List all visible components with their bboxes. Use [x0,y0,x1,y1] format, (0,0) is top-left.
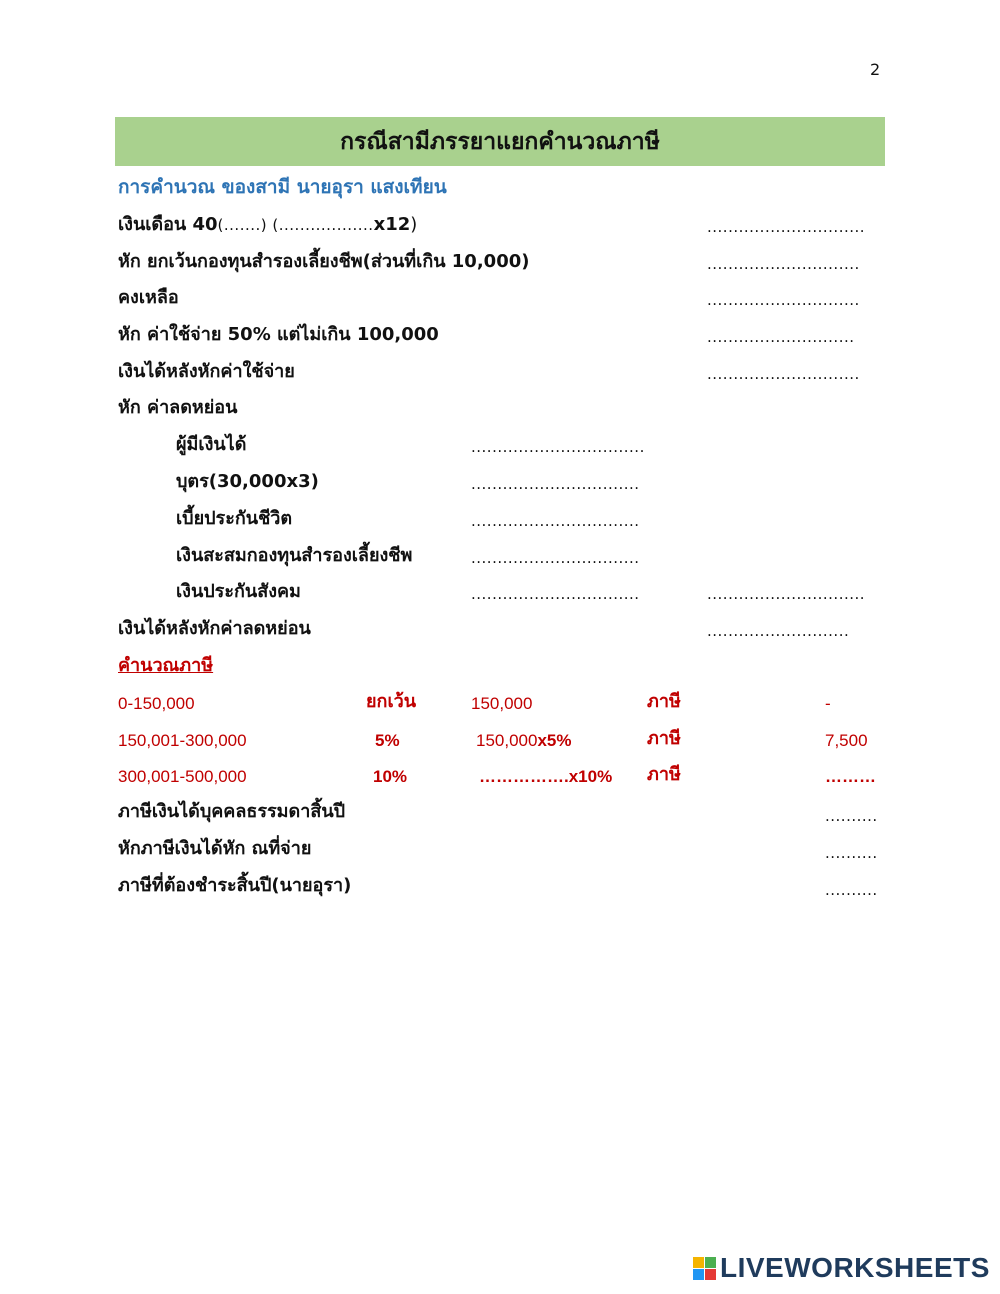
subtitle: การคำนวณ ของสามี นายอุรา แสงเทียน [118,176,447,198]
summary-withholding-label: หักภาษีเงินได้หัก ณที่จ่าย [118,838,312,859]
deduction-heading: หัก ค่าลดหย่อน [118,397,238,418]
summary-withholding-dots[interactable]: .......... [825,844,878,862]
tax-row-1-amount: - [825,694,831,713]
tax-row-3-word: ภาษี [647,764,681,785]
deduction-self-dots[interactable]: ................................. [471,438,645,456]
liveworksheets-logo [693,1252,990,1284]
row-remaining-dots[interactable]: ............................. [707,291,860,309]
tax-row-2-base: 150,000x5% [476,731,572,750]
deduction-life-insurance-dots[interactable]: ................................ [471,512,640,530]
tax-row-3-range: 300,001-500,000 [118,767,247,786]
deduction-social-security-dots[interactable]: ................................ [471,585,640,603]
deduction-provident-fund-label: เงินสะสมกองทุนสำรองเลี้ยงชีพ [176,545,413,566]
page-number: 2 [870,60,881,79]
summary-tax-due-dots[interactable]: .......... [825,881,878,899]
summary-annual-tax-label: ภาษีเงินได้บุคคลธรรมดาสิ้นปี [118,801,346,822]
tax-row-1-rate: ยกเว้น [366,691,417,712]
brand-text: LIVEWORKSHEETS [720,1252,990,1283]
tax-row-2-range: 150,001-300,000 [118,731,247,750]
liveworksheets-logo-icon [693,1257,716,1280]
net-income-dots[interactable]: ........................... [707,622,850,640]
row-provident-fund-dots[interactable]: ............................. [707,255,860,273]
tax-row-1-range: 0-150,000 [118,694,195,713]
tax-row-3-amount[interactable]: ……… [825,767,876,786]
summary-annual-tax-dots[interactable]: .......... [825,807,878,825]
tax-row-3-base[interactable]: …………….x10% [479,767,613,786]
row-provident-fund-label: หัก ยกเว้นกองทุนสำรองเลี้ยงชีพ(ส่วนที่เกิน 10,000) [118,251,530,272]
deduction-life-insurance-label: เบี้ยประกันชีวิต [176,508,293,529]
salary-label: เงินเดือน 40(.......) (..................x12) [118,214,418,235]
deduction-provident-fund-dots[interactable]: ................................ [471,549,640,567]
tax-row-1-word: ภาษี [647,691,681,712]
deduction-total-dots[interactable]: .............................. [707,585,866,603]
row-remaining-label: คงเหลือ [118,287,179,308]
tax-heading: คำนวณภาษี [118,655,214,676]
row-income-after-expense-dots[interactable]: ............................. [707,365,860,383]
tax-row-2-word: ภาษี [647,728,681,749]
salary-answer-dots[interactable]: .............................. [707,218,866,236]
tax-row-1-base: 150,000 [471,694,533,713]
row-expense-label: หัก ค่าใช้จ่าย 50% แต่ไม่เกิน 100,000 [118,324,439,345]
summary-tax-due-label: ภาษีที่ต้องชำระสิ้นปี(นายอุรา) [118,875,352,896]
title-banner [115,117,885,166]
deduction-children-label: บุตร(30,000x3) [176,471,319,492]
tax-row-3-rate: 10% [373,767,408,786]
tax-row-2-amount: 7,500 [825,731,868,750]
tax-row-2-rate: 5% [375,731,400,750]
row-expense-dots[interactable]: ............................ [707,328,855,346]
row-income-after-expense-label: เงินได้หลังหักค่าใช้จ่าย [118,361,295,382]
net-income-label: เงินได้หลังหักค่าลดหย่อน [118,618,311,639]
page-title: กรณีสามีภรรยาแยกคำนวณภาษี [340,128,660,155]
deduction-self-label: ผู้มีเงินได้ [176,434,247,455]
deduction-children-dots[interactable]: ................................ [471,475,640,493]
deduction-social-security-label: เงินประกันสังคม [176,581,301,602]
